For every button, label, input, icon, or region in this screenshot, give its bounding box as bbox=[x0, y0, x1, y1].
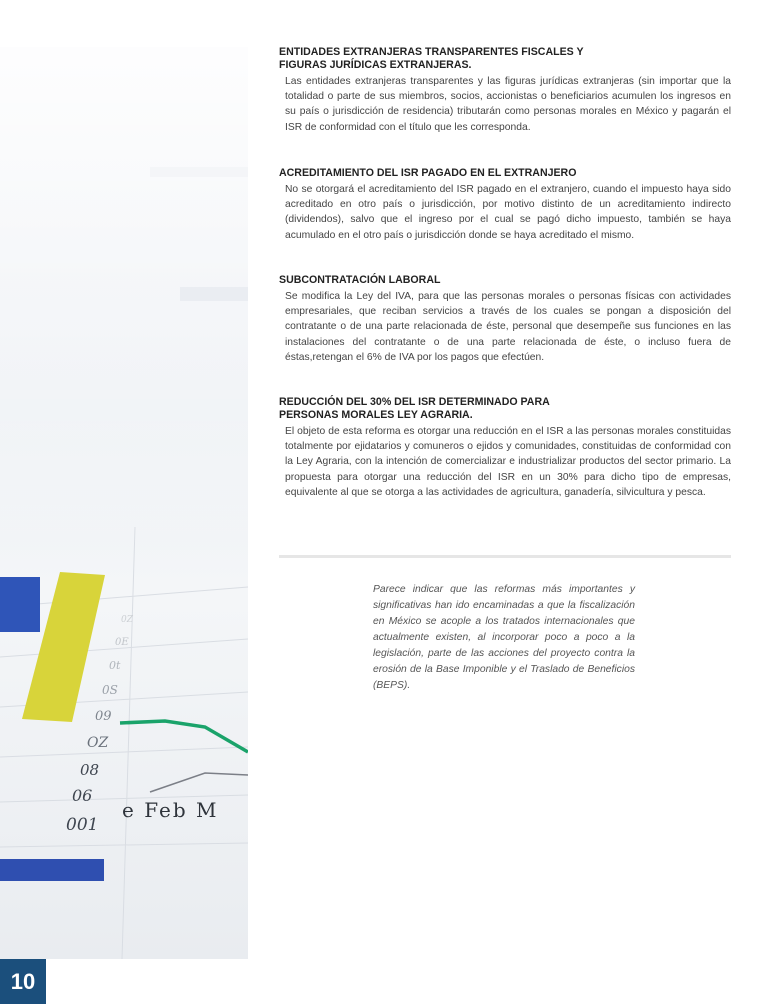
chart-photo-illustration bbox=[0, 47, 248, 959]
section-reduccion bbox=[279, 396, 731, 500]
section-heading: REDUCCIÓN DEL 30% DEL ISR DETERMINADO PARA bbox=[279, 396, 550, 408]
axis-label: 0Z bbox=[121, 615, 133, 625]
divider bbox=[279, 555, 731, 558]
blue-bar-bottom bbox=[0, 859, 104, 881]
axis-label: 0S bbox=[102, 683, 118, 697]
section-heading: ACREDITAMIENTO DEL ISR PAGADO EN EL EXTRANJERO bbox=[279, 167, 577, 179]
blue-bar bbox=[0, 577, 40, 632]
page-number: 10 bbox=[0, 959, 46, 1004]
month-label: e Feb M bbox=[122, 798, 219, 822]
section-heading: ENTIDADES EXTRANJERAS TRANSPARENTES FISCALES Y bbox=[279, 46, 584, 58]
section-body: El objeto de esta reforma es otorgar una reducción en el ISR a las personas morales constituidas totalmente por ejidatarios y comuneros o ejidos y comunidades, constituidas de conformidad con la Ley Agraria, con la intención de comercializar e industrializar productos del sector primario. La propuesta para otorgar una reducción del ISR en un 30% para dicho tipo de empresas, equivalente al que se otorga a las actividades de agricultura, ganadería, silvicultura y pesca. bbox=[285, 426, 731, 498]
section-heading: FIGURAS JURÍDICAS EXTRANJERAS. bbox=[279, 59, 472, 71]
axis-label: 09 bbox=[95, 709, 112, 724]
axis-label: 0E bbox=[115, 637, 129, 648]
axis-label: OZ bbox=[87, 735, 109, 751]
section-body: Se modifica la Ley del IVA, para que las personas morales o personas físicas con actividades empresariales, que reciban servicios a través de los cuales se pongan a disposición del contratante o de una parte relacionada de éste, personal que desempeñe sus funciones en las instalaciones del contratante o de una parte relacionada de éste, o incluso fuera de éstas,retengan el 6% de IVA por los pagos que efectúen. bbox=[285, 291, 731, 363]
section-heading: PERSONAS MORALES LEY AGRARIA. bbox=[279, 409, 473, 421]
pull-quote: Parece indicar que las reformas más importantes y significativas han ido encaminadas a que la fiscalización en México se acople a los tratados internacionales que actualmente existen, al incorporar poco a poco a la legislación, parte de las acciones del proyecto contra la erosión de la Base Imponible y el Traslado de Beneficios (BEPS). bbox=[373, 584, 635, 691]
axis-label: 001 bbox=[66, 815, 99, 835]
section-body: No se otorgará el acreditamiento del ISR pagado en el extranjero, cuando el impuesto haya sido acreditado en otro país o jurisdicción, por motivo distinto de un acreditamiento indirecto (dividendos), salvo que el ingreso por el cual se pagó dicho impuesto, también se haya acumulado en el otro país o jurisdicción donde se haya acreditado el mismo. bbox=[285, 184, 731, 241]
axis-label: 0t bbox=[109, 659, 121, 672]
decorative-chart-photo bbox=[0, 47, 248, 959]
section-subcontratacion bbox=[279, 274, 731, 365]
section-body: Las entidades extranjeras transparentes y las figuras jurídicas extranjeras (sin importar que la totalidad o parte de sus miembros, socios, accionistas o beneficiarios acumulen los ingresos en su país o jurisdicción de residencia) tributarán como personas morales en México y pagarán el ISR de conformidad con el título que les corresponda. bbox=[285, 76, 731, 133]
section-heading: SUBCONTRATACIÓN LABORAL bbox=[279, 274, 441, 286]
axis-label: 08 bbox=[80, 761, 100, 779]
section-acreditamiento bbox=[279, 167, 731, 243]
section-entidades bbox=[279, 46, 731, 135]
axis-label: 06 bbox=[72, 786, 93, 805]
